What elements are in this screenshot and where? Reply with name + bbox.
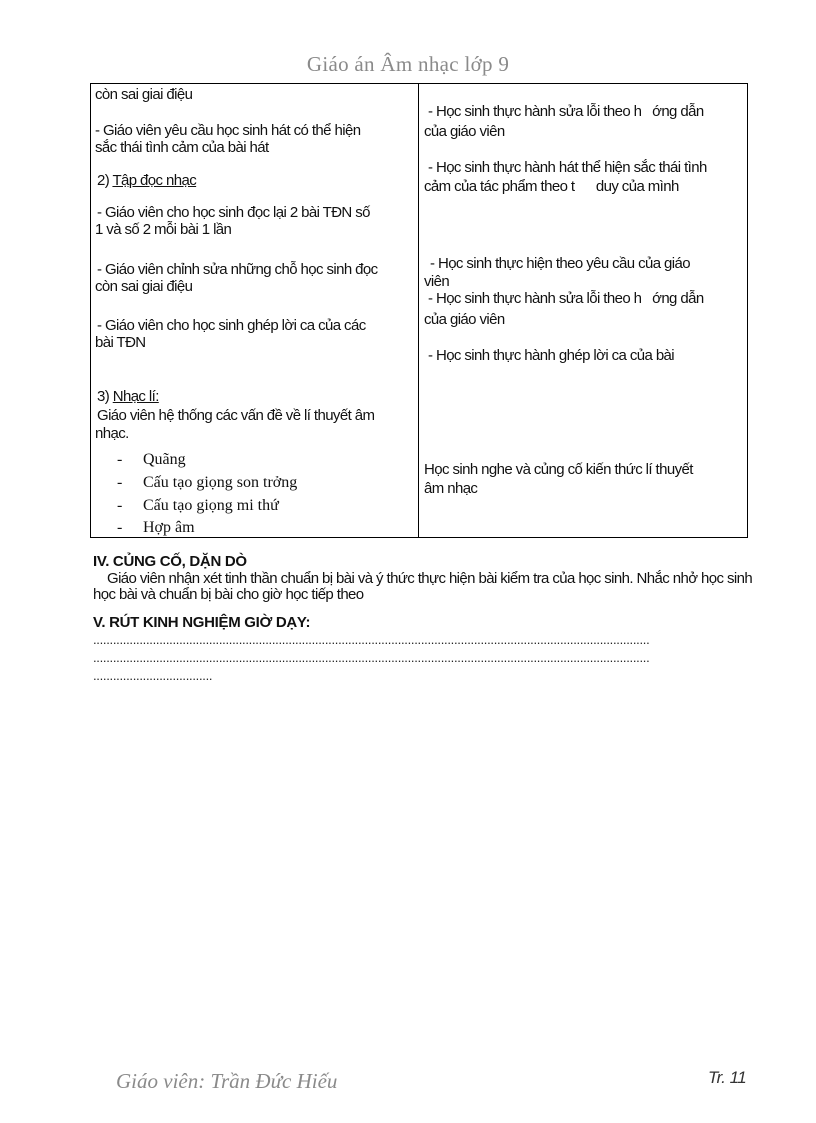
subheading-tdn xyxy=(97,173,196,189)
section-heading: V. RÚT KINH NGHIỆM GIỜ DẠY: xyxy=(93,614,311,631)
left-line: còn sai giai điệu xyxy=(95,278,193,295)
lesson-table xyxy=(90,83,748,538)
list-item xyxy=(117,497,279,515)
subheading-nhac-li xyxy=(97,389,159,405)
right-line: cảm của tác phẩm theo t duy của mình xyxy=(424,178,679,195)
page-number: Tr. 11 xyxy=(708,1068,747,1087)
left-line: Giáo viên hệ thống các vấn đề về lí thuyết âm xyxy=(97,407,375,424)
left-line: - Giáo viên cho học sinh đọc lại 2 bài TĐN số xyxy=(97,204,370,221)
right-line: âm nhạc xyxy=(424,480,478,497)
dotted-line: ........................................................................................................................................................................ xyxy=(93,632,650,647)
list-item-text: Cấu tạo giọng son trởng xyxy=(143,474,298,491)
right-line: - Học sinh thực hành hát thể hiện sắc thái tình xyxy=(428,159,707,176)
right-line: - Học sinh thực hành sửa lỗi theo h ớng dẫn xyxy=(428,290,704,307)
right-line: của giáo viên xyxy=(424,311,505,328)
list-item xyxy=(117,451,186,469)
subheading-number: 2) xyxy=(97,172,110,189)
subheading-title: Tập đọc nhạc xyxy=(112,172,197,189)
left-line: nhạc. xyxy=(95,425,129,442)
bullet-dash: - xyxy=(117,519,123,536)
left-line: - Giáo viên yêu cầu học sinh hát có thể hiện xyxy=(95,122,361,139)
bullet-dash: - xyxy=(117,497,123,514)
section-heading: IV. CỦNG CỐ, DẶN DÒ xyxy=(93,553,247,570)
left-line: 1 và số 2 mỗi bài 1 lần xyxy=(95,221,232,238)
section-body: Giáo viên nhận xét tinh thần chuẩn bị bài và ý thức thực hiện bài kiểm tra của học sinh. Nhắc nhở học sinh học bài và chuẩn bị bài cho giờ học tiếp theo xyxy=(93,570,753,603)
list-item-text: Hợp âm xyxy=(143,519,195,536)
page-title: Giáo án Âm nhạc lớp 9 xyxy=(306,52,510,76)
bullet-dash: - xyxy=(117,451,123,468)
right-line: - Học sinh thực hành ghép lời ca của bài xyxy=(428,347,675,364)
subheading-number: 3) xyxy=(97,388,110,405)
left-line: bài TĐN xyxy=(95,334,146,351)
right-line: viên xyxy=(424,273,450,290)
list-item xyxy=(117,474,297,492)
left-line: còn sai giai điệu xyxy=(95,86,193,103)
column-divider xyxy=(418,84,419,537)
left-line: sắc thái tình cảm của bài hát xyxy=(95,139,269,156)
right-line: - Học sinh thực hành sửa lỗi theo h ớng dẫn xyxy=(428,103,704,120)
right-line: Học sinh nghe và củng cố kiến thức lí thuyết xyxy=(424,461,693,478)
bullet-dash: - xyxy=(117,474,123,491)
footer-teacher: Giáo viên: Trần Đức Hiếu xyxy=(116,1069,338,1093)
left-line: - Giáo viên chỉnh sửa những chỗ học sinh đọc xyxy=(97,261,378,278)
dotted-line: ........................................................................................................................................................................ xyxy=(93,650,650,665)
subheading-title: Nhạc lí: xyxy=(112,388,159,405)
list-item xyxy=(117,519,195,537)
list-item-text: Quãng xyxy=(143,451,186,468)
dotted-line: .................................... xyxy=(93,668,213,683)
right-line: - Học sinh thực hiện theo yêu cầu của giáo xyxy=(430,255,691,272)
list-item-text: Cấu tạo giọng mi thứ xyxy=(143,497,279,514)
right-line: của giáo viên xyxy=(424,123,505,140)
left-line: - Giáo viên cho học sinh ghép lời ca của các xyxy=(97,317,366,334)
